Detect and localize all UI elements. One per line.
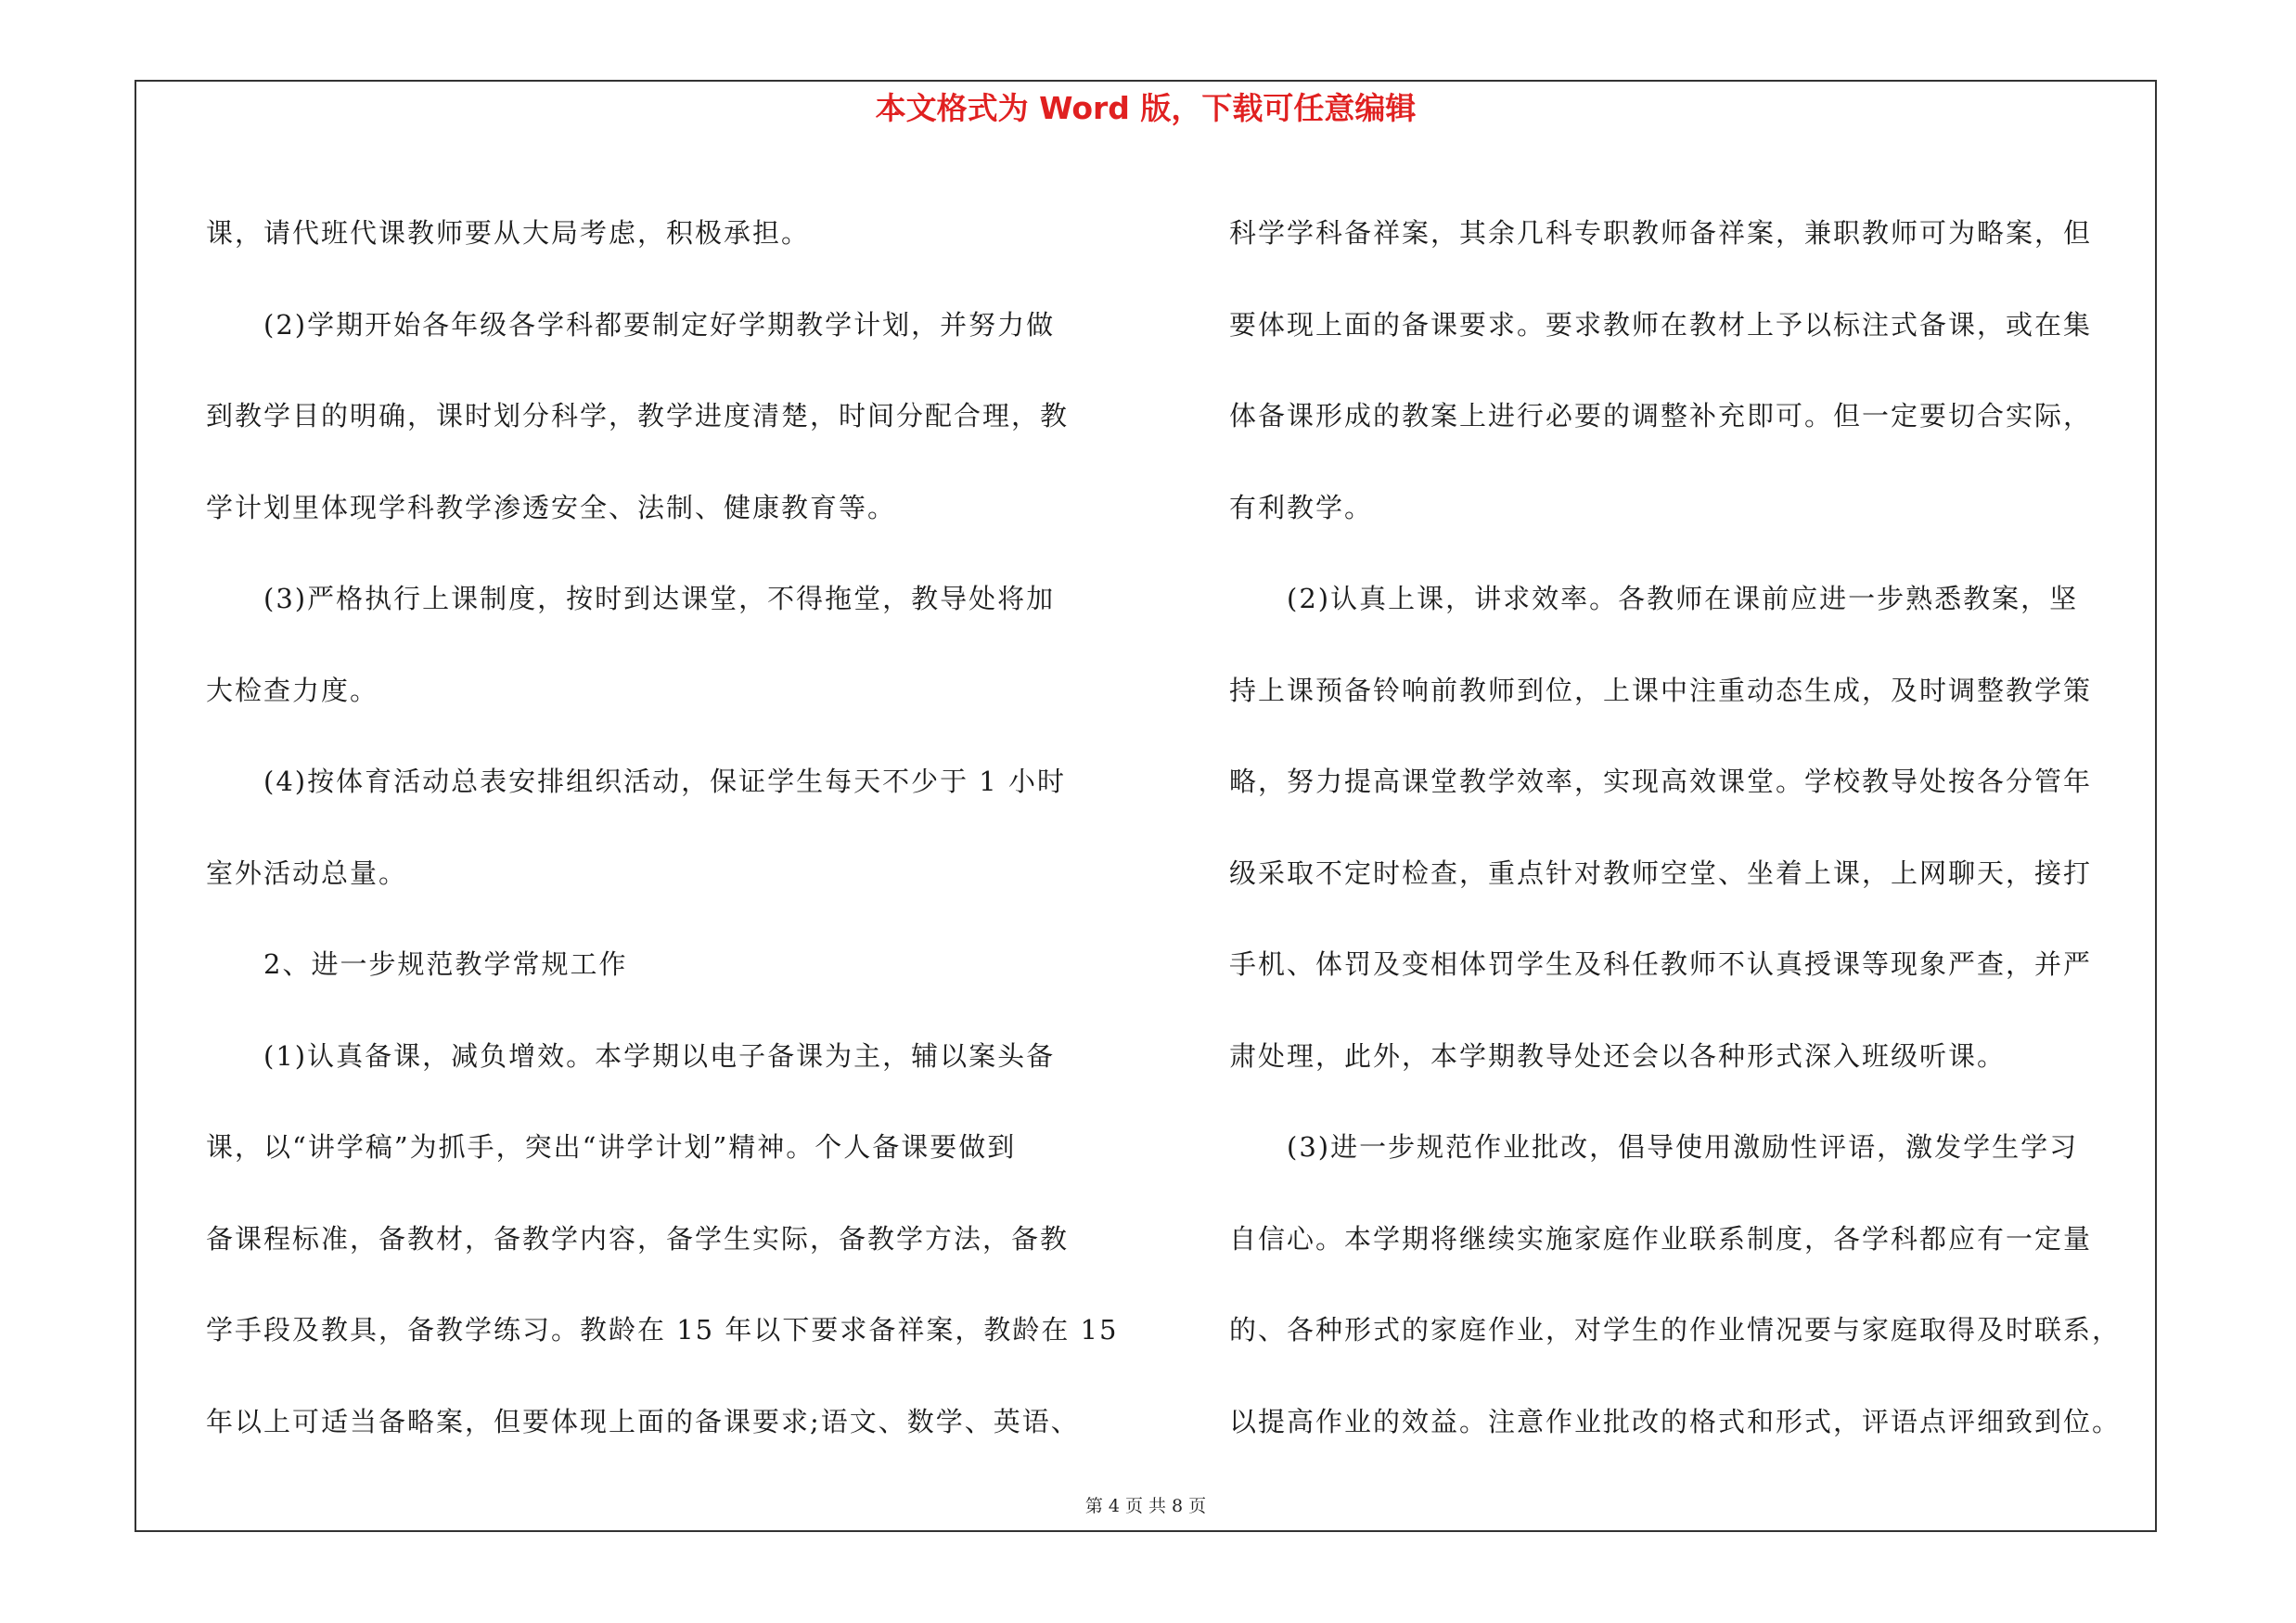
text-line: (2)认真上课，讲求效率。各教师在课前应进一步熟悉教案，坚 [1229,583,2079,614]
text-line: 年以上可适当备略案，但要体现上面的备课要求;语文、数学、英语、 [206,1405,1080,1437]
text-line: 课，请代班代课教师要从大局考虑，积极承担。 [206,217,811,249]
text-line: 学手段及教具，备教学练习。教龄在 15 年以下要求备祥案，教龄在 15 [206,1314,1119,1346]
text-line: 要体现上面的备课要求。要求教师在教材上予以标注式备课，或在集 [1229,308,2093,341]
text-line: 科学学科备祥案，其余几科专职教师备祥案，兼职教师可为略案，但 [1229,217,2093,249]
right-text-column [1229,187,2152,1467]
text-line: 手机、体罚及变相体罚学生及科任教师不认真授课等现象严查，并严 [1229,948,2093,980]
page-number-footer: 第 4 页 共 8 页 [1084,1496,1207,1516]
text-line: 大检查力度。 [206,674,379,706]
text-line: (3)严格执行上课制度，按时到达课堂，不得拖堂，教导处将加 [206,583,1056,614]
text-line: 有利教学。 [1229,491,1374,523]
text-line: 肃处理，此外，本学期教导处还会以各种形式深入班级听课。 [1229,1039,2007,1072]
left-text-column [206,187,1148,1467]
text-line: (3)进一步规范作业批改，倡导使用激励性评语，激发学生学习 [1229,1131,2079,1163]
text-line: 学计划里体现学科教学渗透安全、法制、健康教育等。 [206,491,897,523]
section-heading: 2、进一步规范教学常规工作 [206,948,628,980]
text-line: 略，努力提高课堂教学效率，实现高效课堂。学校教导处按各分管年 [1229,766,2093,797]
text-line: (4)按体育活动总表安排组织活动，保证学生每天不少于 1 小时 [206,766,1066,797]
format-notice-banner: 本文格式为 Word 版，下载可任意编辑 [875,90,1417,126]
text-line: 以提高作业的效益。注意作业批改的格式和形式，评语点评细致到位。 [1229,1405,2122,1437]
text-line: 体备课形成的教案上进行必要的调整补充即可。但一定要切合实际， [1229,400,2093,432]
text-line: 的、各种形式的家庭作业，对学生的作业情况要与家庭取得及时联系， [1229,1314,2122,1346]
text-line: 备课程标准，备教材，备教学内容，备学生实际，备教学方法，备教 [206,1222,1070,1255]
text-line: 级采取不定时检查，重点针对教师空堂、坐着上课，上网聊天，接打 [1229,857,2093,889]
text-line: 到教学目的明确，课时划分科学，教学进度清楚，时间分配合理，教 [206,400,1070,432]
text-line: 持上课预备铃响前教师到位，上课中注重动态生成，及时调整教学策 [1229,674,2093,706]
text-line: (2)学期开始各年级各学科都要制定好学期教学计划，并努力做 [206,308,1056,341]
text-line: 课，以“讲学稿”为抓手，突出“讲学计划”精神。个人备课要做到 [206,1131,1017,1163]
text-line: 室外活动总量。 [206,857,408,889]
text-line: 自信心。本学期将继续实施家庭作业联系制度，各学科都应有一定量 [1229,1222,2093,1255]
text-line: (1)认真备课，减负增效。本学期以电子备课为主，辅以案头备 [206,1039,1056,1072]
